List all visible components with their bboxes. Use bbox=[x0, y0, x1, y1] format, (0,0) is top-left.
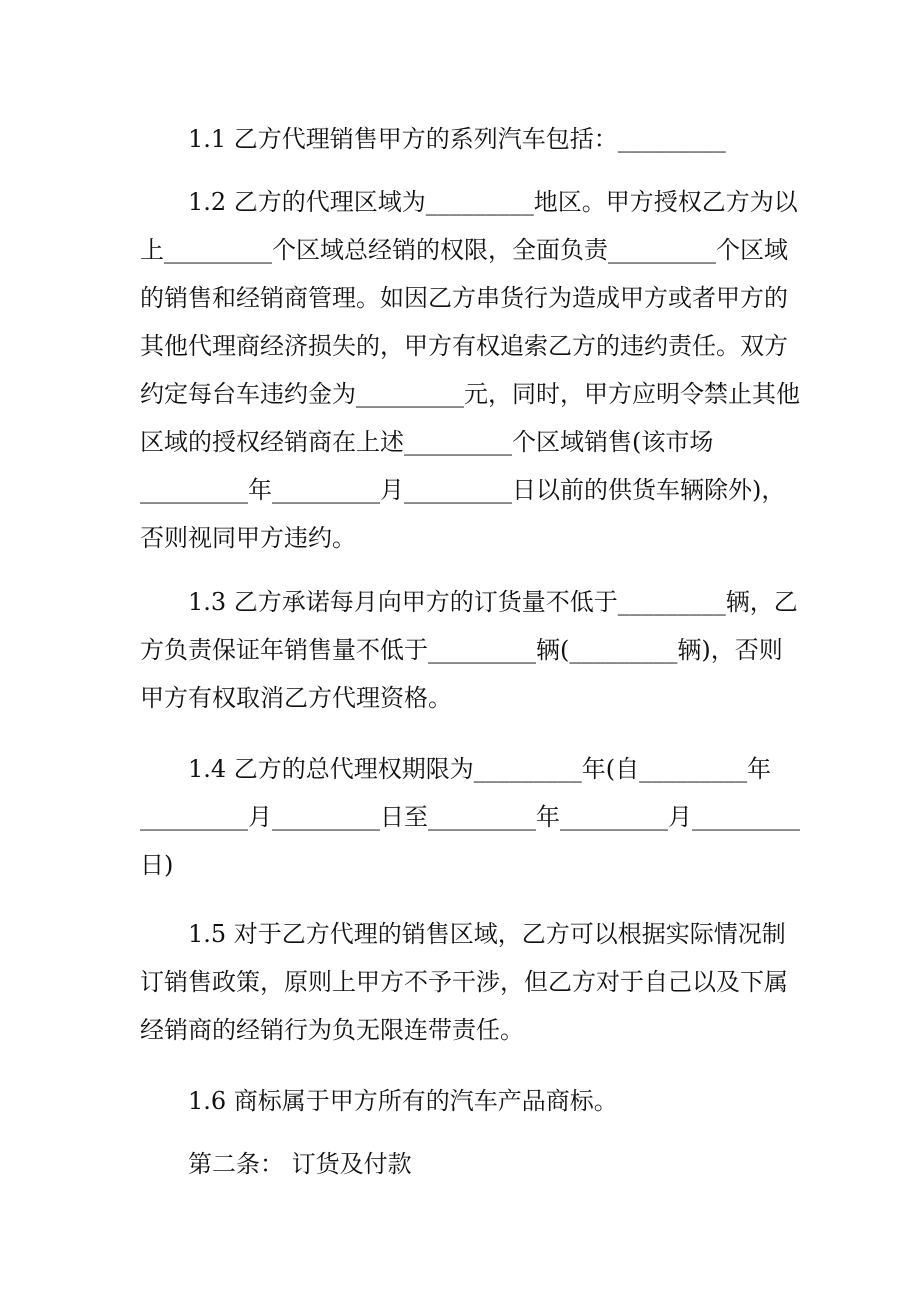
clause-1-3-line-2: 方负责保证年销售量不低于_________辆(_________辆)，否则 bbox=[140, 636, 783, 664]
clause-1-2-line-2: 上_________个区域总经销的权限，全面负责_________个区域 bbox=[140, 236, 788, 264]
clause-1-2-line-1: 1.2 乙方的代理区域为_________地区。甲方授权乙方为以 bbox=[188, 188, 798, 216]
clause-1-2 bbox=[140, 178, 800, 562]
clause-1-2-line-6: 区域的授权经销商在上述_________个区域销售(该市场 bbox=[140, 428, 714, 456]
clause-1-2-line-3: 的销售和经销商管理。如因乙方串货行为造成甲方或者甲方的 bbox=[140, 284, 788, 312]
clause-1-1 bbox=[140, 115, 780, 163]
clause-1-3 bbox=[140, 578, 798, 722]
clause-1-1-line-1: 1.1 乙方代理销售甲方的系列汽车包括：_________ bbox=[188, 125, 726, 153]
clause-1-6 bbox=[140, 1077, 780, 1125]
clause-1-4-line-2: _________月_________日至_________年_________月_________ bbox=[140, 803, 800, 831]
clause-1-5-line-1: 1.5 对于乙方代理的销售区域，乙方可以根据实际情况制 bbox=[188, 920, 786, 948]
clause-1-4-line-1: 1.4 乙方的总代理权期限为_________年(自_________年 bbox=[188, 755, 772, 783]
clause-1-4 bbox=[140, 745, 800, 889]
clause-1-4-line-3: 日) bbox=[140, 851, 174, 879]
clause-1-3-line-1: 1.3 乙方承诺每月向甲方的订货量不低于_________辆，乙 bbox=[188, 588, 798, 616]
clause-1-5-line-2: 订销售政策，原则上甲方不予干涉，但乙方对于自己以及下属 bbox=[140, 968, 788, 996]
clause-1-5-line-3: 经销商的经销行为负无限连带责任。 bbox=[140, 1016, 524, 1044]
article-2-heading bbox=[140, 1140, 780, 1188]
clause-1-5 bbox=[140, 910, 788, 1054]
clause-1-2-line-7: _________年_________月_________日以前的供货车辆除外)， bbox=[140, 476, 786, 504]
article-2-heading-line: 第二条： 订货及付款 bbox=[188, 1150, 412, 1178]
clause-1-3-line-3: 甲方有权取消乙方代理资格。 bbox=[140, 684, 452, 712]
clause-1-2-line-4: 其他代理商经济损失的，甲方有权追索乙方的违约责任。双方 bbox=[140, 332, 788, 360]
clause-1-6-line-1: 1.6 商标属于甲方所有的汽车产品商标。 bbox=[188, 1087, 618, 1115]
clause-1-2-line-5: 约定每台车违约金为_________元，同时，甲方应明令禁止其他 bbox=[140, 380, 800, 408]
clause-1-2-line-8: 否则视同甲方违约。 bbox=[140, 524, 356, 552]
